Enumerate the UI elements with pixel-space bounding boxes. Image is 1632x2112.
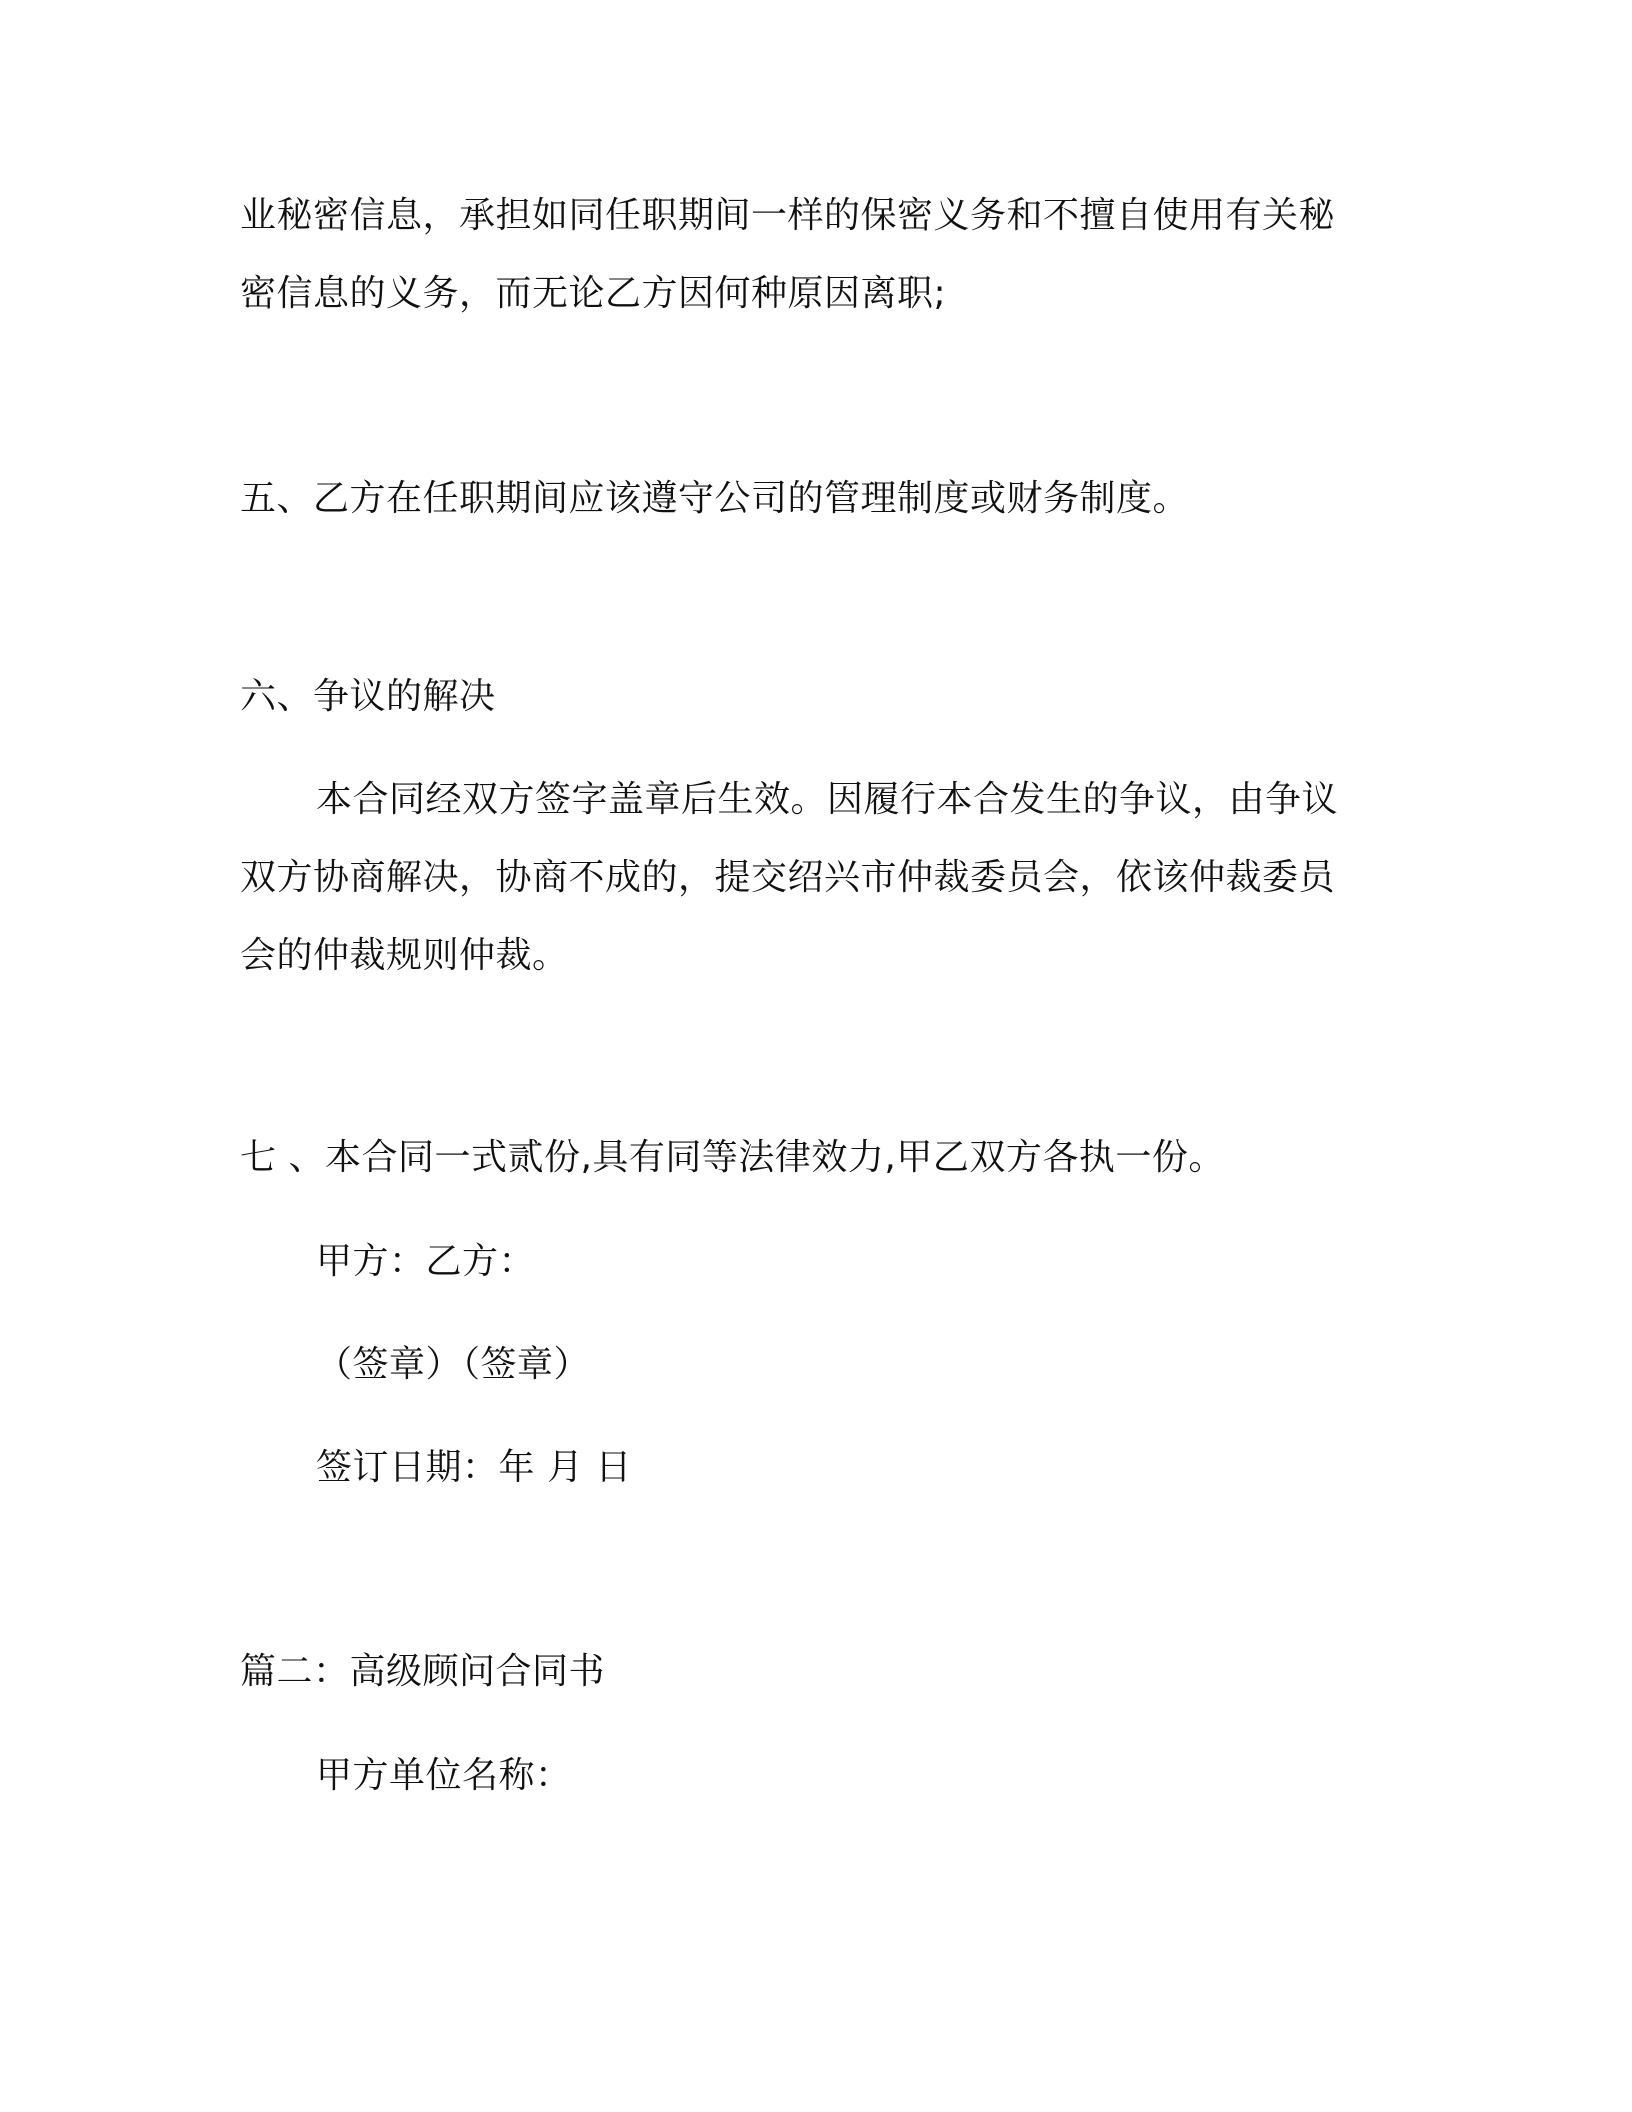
clause-six-text-line-2: 双方协商解决，协商不成的，提交绍兴市仲裁委员会，依该仲裁委员	[240, 857, 1336, 898]
clause-five: 五、乙方在任职期间应该遵守公司的管理制度或财务制度。	[240, 478, 1190, 519]
clause-six-text-line-1: 本合同经双方签字盖章后生效。因履行本合发生的争议，由争议	[316, 779, 1339, 820]
clause-six-heading: 六、争议的解决	[240, 676, 496, 717]
party-labels: 甲方：乙方：	[316, 1241, 536, 1282]
signature-seals: （签章）（签章）	[316, 1344, 591, 1385]
party-a-name-label: 甲方单位名称：	[316, 1755, 572, 1796]
clause-six-text-line-3: 会的仲裁规则仲裁。	[240, 935, 569, 976]
paragraph-confidentiality-line-1: 业秘密信息，承担如同任职期间一样的保密义务和不擅自使用有关秘	[240, 195, 1336, 236]
paragraph-confidentiality-line-2: 密信息的义务，而无论乙方因何种原因离职;	[240, 273, 947, 314]
section-two-title: 篇二：高级顾问合同书	[240, 1651, 606, 1692]
signing-date: 签订日期：年 月 日	[316, 1447, 632, 1488]
clause-seven: 七 、本合同一式贰份,具有同等法律效力,甲乙双方各执一份。	[240, 1137, 1225, 1178]
